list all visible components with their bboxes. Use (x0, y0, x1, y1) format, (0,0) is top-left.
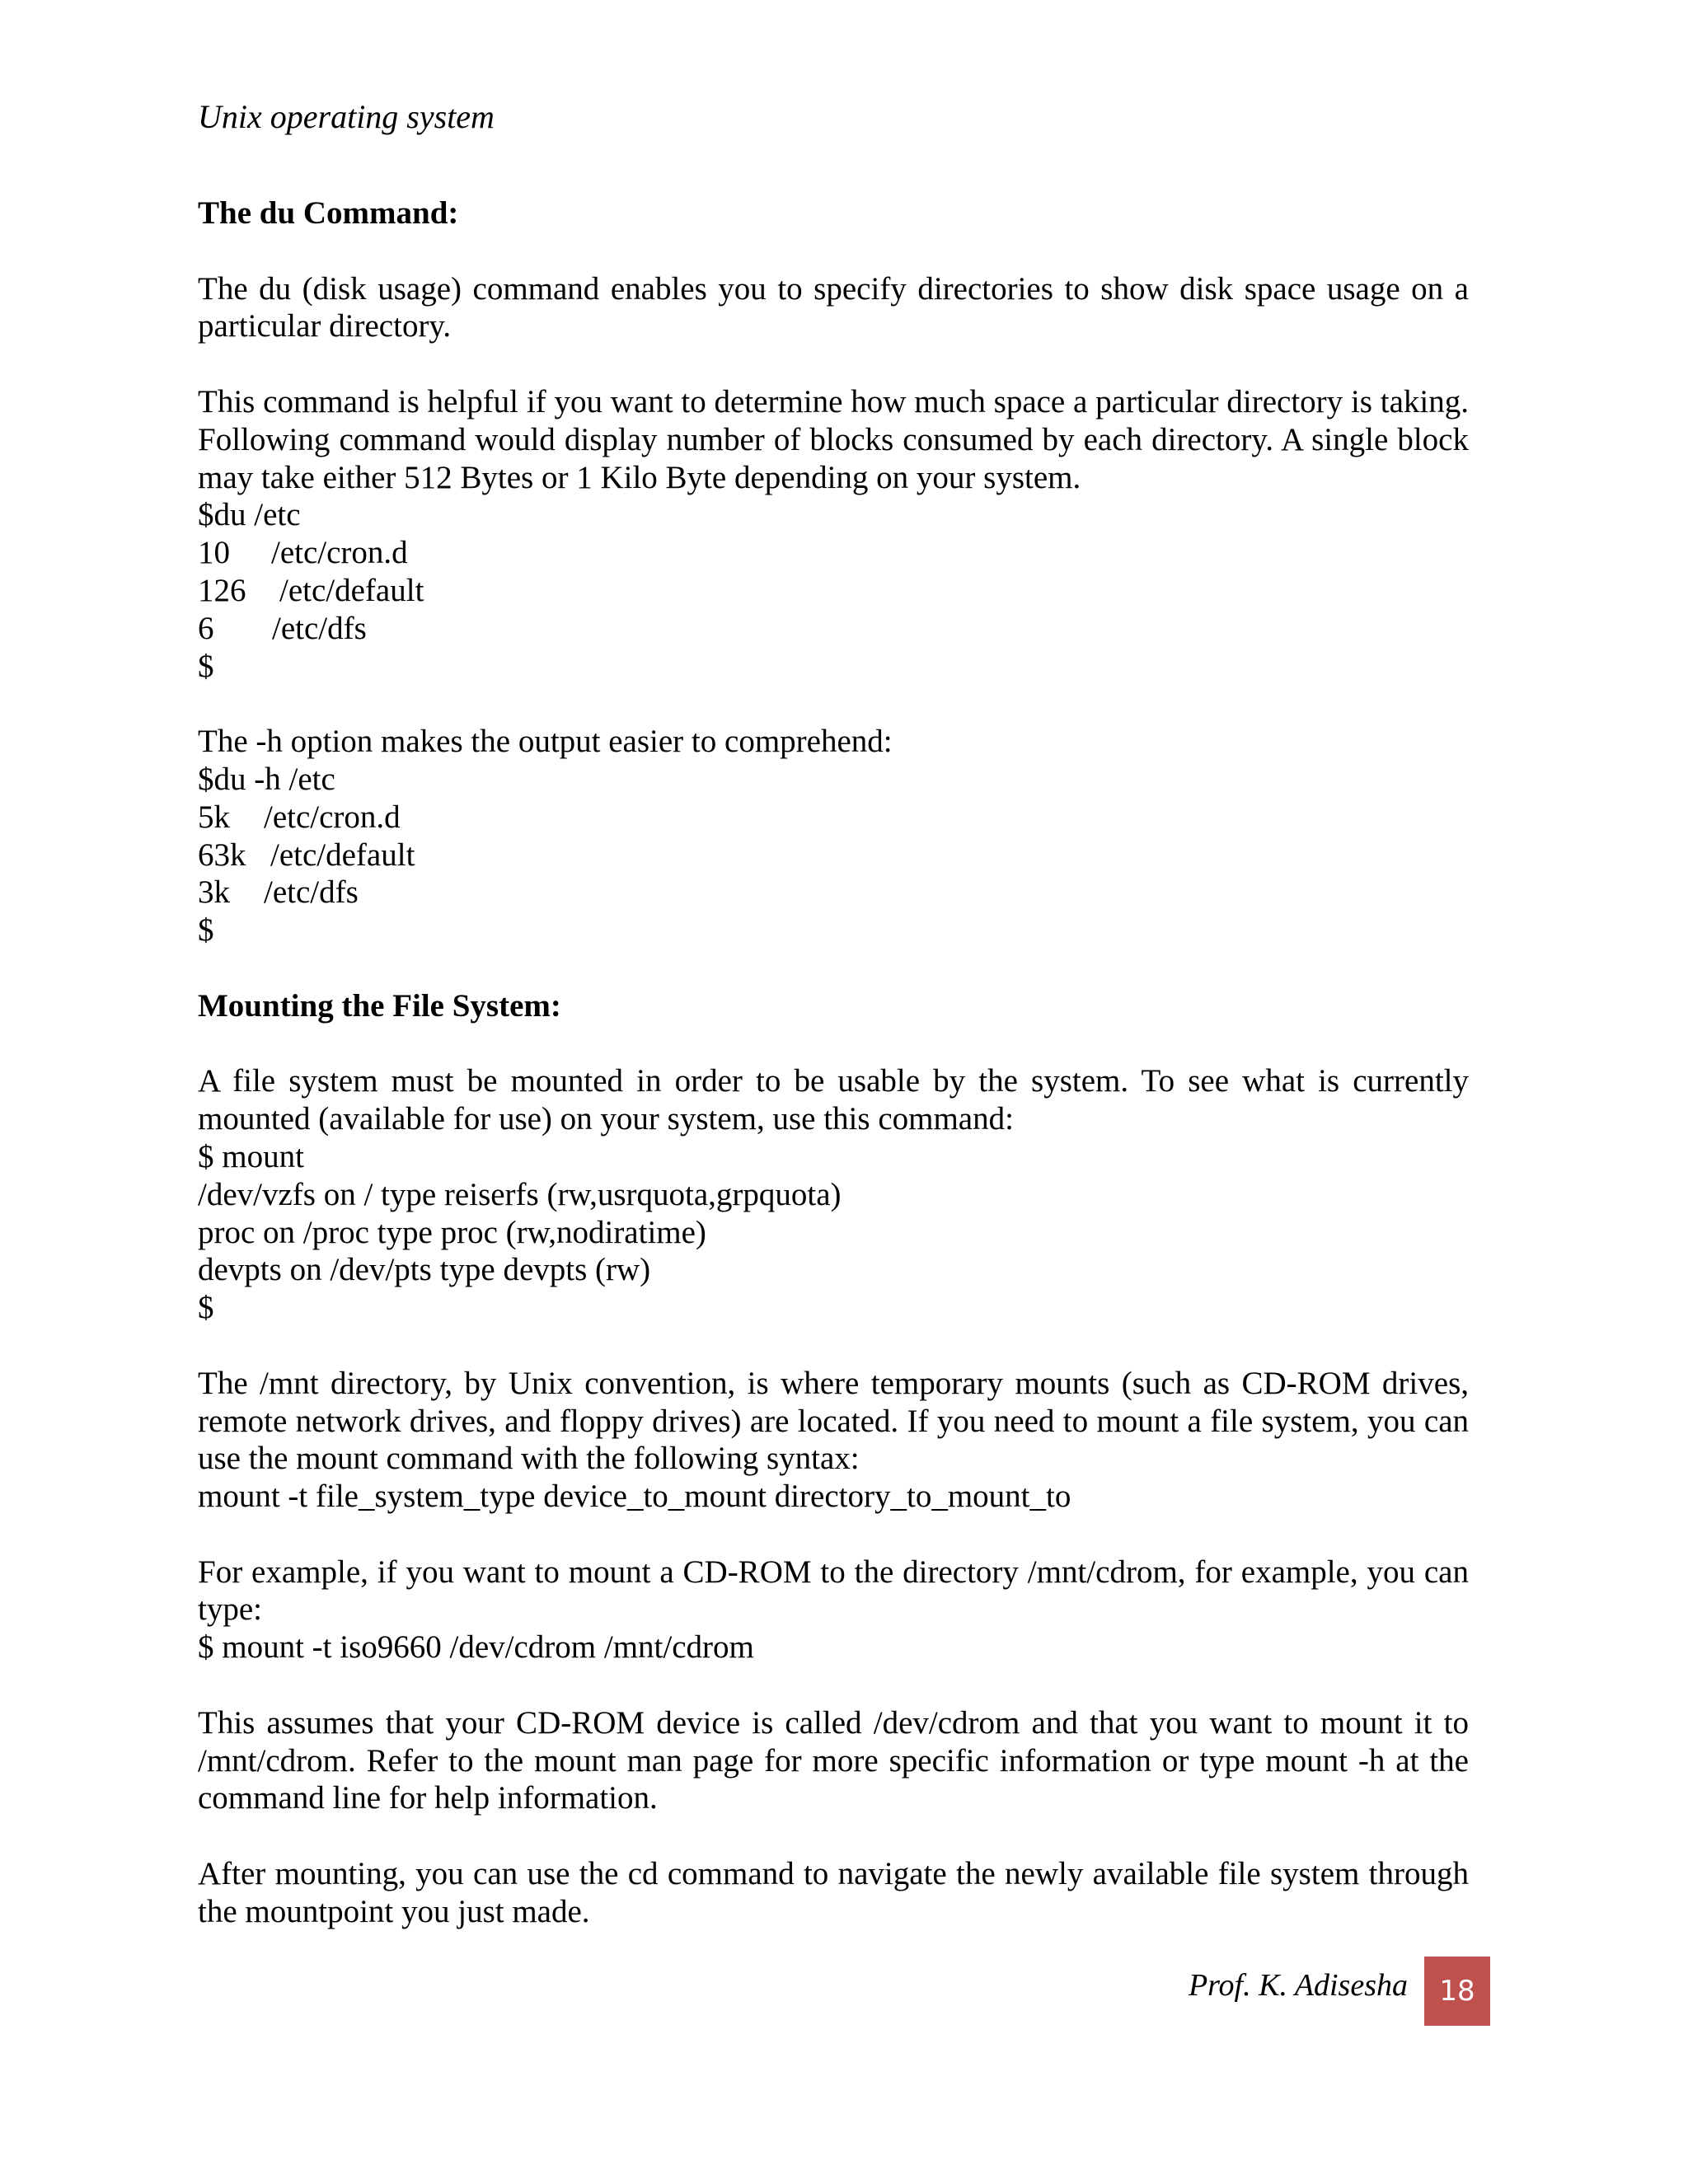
du-output-row (198, 874, 1469, 912)
page-content (198, 194, 1469, 1931)
du-output-row (198, 837, 1469, 874)
du-output-row (198, 534, 1469, 572)
du-prompt-2: $ (198, 912, 214, 949)
du-output-row (198, 572, 1469, 610)
mount-output-line: /dev/vzfs on / type reiserfs (rw,usrquota,grpquota) (198, 1176, 842, 1212)
mount-command-2: $ mount -t iso9660 /dev/cdrom /mnt/cdrom (198, 1629, 754, 1666)
mount-paragraph-4: This assumes that your CD-ROM device is called /dev/cdrom and that you want to mount it to /mnt/cdrom. Refer to the mount man page for more specific information or type mount -h at the command line for help information. (198, 1704, 1469, 1816)
du-output-path: /etc/cron.d (264, 799, 401, 835)
mount-paragraph-5: After mounting, you can use the cd command to navigate the newly available file system through the mountpoint you just made. (198, 1856, 1469, 1929)
du-output-row (198, 799, 1469, 837)
du-output-size: 10 (198, 535, 230, 571)
mount-paragraph-2: The /mnt directory, by Unix convention, is where temporary mounts (such as CD-ROM drives, remote network drives, and floppy drives) are located. If you need to mount a file system, you can use the mount command with the following syntax: (198, 1365, 1469, 1477)
page-header: Unix operating system (198, 98, 495, 135)
page-number-badge: 18 (1424, 1957, 1490, 2026)
footer-author: Prof. K. Adisesha (1188, 1968, 1408, 2003)
du-paragraph-2: This command is helpful if you want to determine how much space a particular directory is taking. Following command would display number of blocks consumed by each directory. A single block may take either 512 Bytes or 1 Kilo Byte depending on your system. (198, 383, 1469, 495)
du-output-path: /etc/dfs (264, 874, 359, 911)
du-command-2: $du -h /etc (198, 761, 335, 797)
du-prompt-1: $ (198, 648, 214, 684)
section-heading-du: The du Command: (198, 195, 459, 231)
du-paragraph-1: The du (disk usage) command enables you to specify directories to show disk space usage on a particular directory. (198, 270, 1469, 344)
mount-output-line: proc on /proc type proc (rw,nodiratime) (198, 1214, 706, 1250)
du-output-size: 63k (198, 837, 246, 873)
du-output-size: 3k (198, 874, 230, 911)
du-output-path: /etc/default (279, 572, 424, 608)
du-output-size: 5k (198, 799, 230, 835)
du-output-row (198, 610, 1469, 648)
du-output-path: /etc/default (270, 837, 415, 873)
du-paragraph-3: The -h option makes the output easier to comprehend: (198, 724, 893, 760)
du-output-size: 6 (198, 610, 214, 646)
du-output-size: 126 (198, 572, 246, 608)
du-output-path: /etc/cron.d (271, 535, 408, 571)
mount-prompt-1: $ (198, 1290, 214, 1326)
du-command-1: $du /etc (198, 497, 301, 533)
du-output-path: /etc/dfs (272, 610, 367, 646)
mount-command-1: $ mount (198, 1138, 304, 1174)
section-heading-mount: Mounting the File System: (198, 987, 561, 1024)
mount-syntax: mount -t file_system_type device_to_mount directory_to_mount_to (198, 1479, 1071, 1515)
mount-paragraph-1: A file system must be mounted in order to be usable by the system. To see what is currently mounted (available for use) on your system, use this command: (198, 1063, 1469, 1137)
mount-paragraph-3: For example, if you want to mount a CD-ROM to the directory /mnt/cdrom, for example, you can type: (198, 1554, 1469, 1628)
mount-output-line: devpts on /dev/pts type devpts (rw) (198, 1252, 651, 1288)
